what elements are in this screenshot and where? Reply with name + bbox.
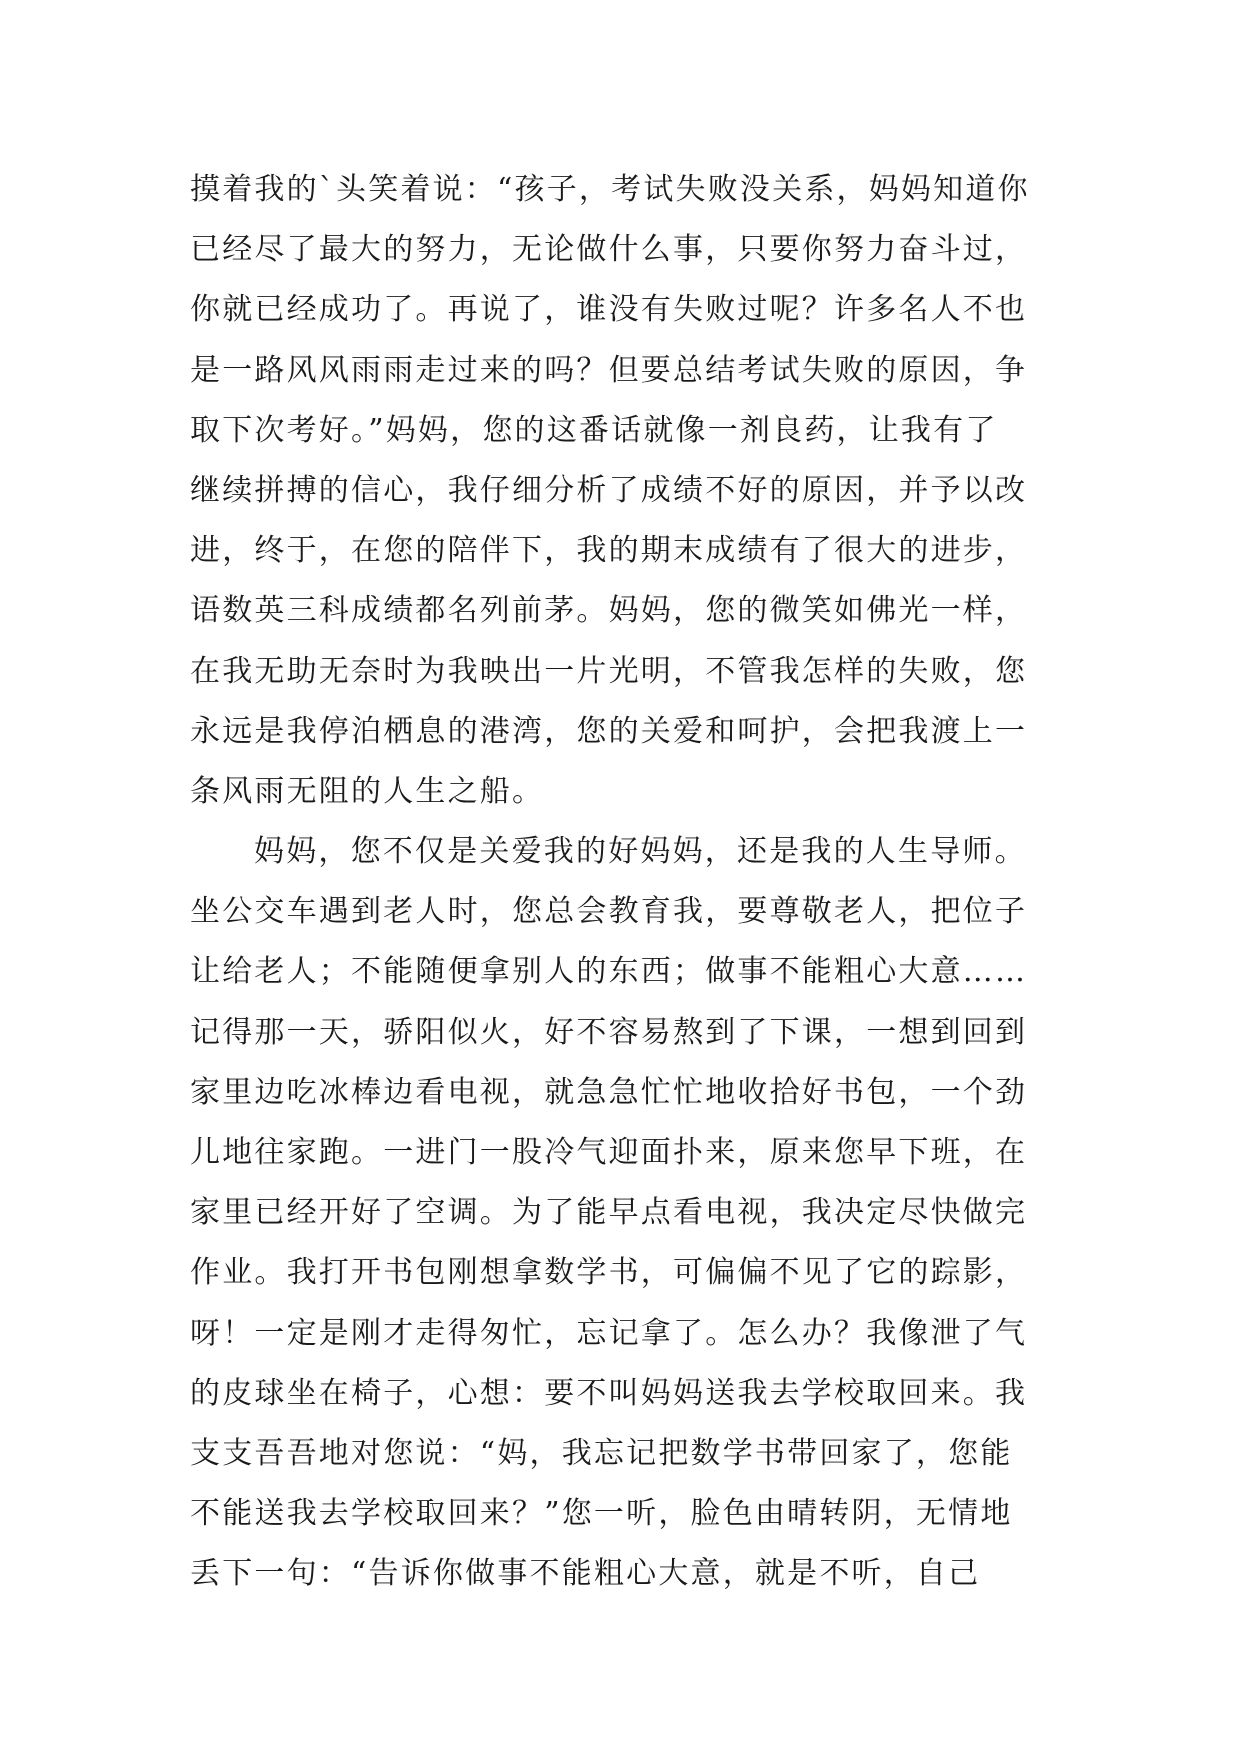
- text-line: 儿地往家跑。一进门一股冷气迎面扑来，原来您早下班，在: [190, 1135, 1028, 1170]
- text-line: 继续拼搏的信心，我仔细分析了成绩不好的原因，并予以改: [190, 472, 1028, 508]
- text-line: 你就已经成功了。再说了，谁没有失败过呢？许多名人不也: [190, 292, 1028, 328]
- text-line: 语数英三科成绩都名列前茅。妈妈，您的微笑如佛光一样，: [190, 593, 1028, 629]
- text-line: 条风雨无阻的人生之船。: [190, 773, 545, 809]
- text-line: 是一路风风雨雨走过来的吗？但要总结考试失败的原因，争: [190, 352, 1028, 388]
- paragraph-start-line: 妈妈，您不仅是关爱我的好妈妈，还是我的人生导师。: [254, 834, 1027, 870]
- text-line: 呀！一定是刚才走得匆忙，忘记拿了。怎么办？我像泄了气: [190, 1315, 1028, 1351]
- text-line: 作业。我打开书包刚想拿数学书，可偏偏不见了它的踪影，: [190, 1255, 1028, 1291]
- text-line: 坐公交车遇到老人时，您总会教育我，要尊敬老人，把位子: [190, 894, 1028, 930]
- text-line: 的皮球坐在椅子，心想：要不叫妈妈送我去学校取回来。我: [190, 1375, 1028, 1411]
- text-line: 支支吾吾地对您说：“妈，我忘记把数学书带回家了，您能: [190, 1435, 1013, 1471]
- text-line: 取下次考好。”妈妈，您的这番话就像一剂良药，让我有了: [190, 412, 998, 448]
- text-line: 家里边吃冰棒边看电视，就急急忙忙地收拾好书包，一个劲: [190, 1074, 1028, 1110]
- text-line: 丢下一句：“告诉你做事不能粗心大意，就是不听，自己: [190, 1556, 981, 1592]
- text-line: 不能送我去学校取回来？”您一听，脸色由晴转阴，无情地: [190, 1496, 1013, 1532]
- text-line: 家里已经开好了空调。为了能早点看电视，我决定尽快做完: [190, 1195, 1028, 1231]
- text-line: 已经尽了最大的努力，无论做什么事，只要你努力奋斗过，: [190, 232, 1028, 268]
- text-line: 让给老人；不能随便拿别人的东西；做事不能粗心大意……: [190, 954, 1028, 990]
- text-line: 在我无助无奈时为我映出一片光明，不管我怎样的失败，您: [190, 653, 1028, 689]
- text-line: 永远是我停泊栖息的港湾，您的关爱和呵护，会把我渡上一: [190, 713, 1028, 749]
- text-line: 摸着我的`头笑着说：“孩子，考试失败没关系，妈妈知道你: [190, 172, 1030, 207]
- text-line: 进，终于，在您的陪伴下，我的期末成绩有了很大的进步，: [190, 533, 1028, 569]
- body-text: [190, 160, 1060, 1605]
- text-line: 记得那一天，骄阳似火，好不容易熬到了下课，一想到回到: [190, 1014, 1028, 1050]
